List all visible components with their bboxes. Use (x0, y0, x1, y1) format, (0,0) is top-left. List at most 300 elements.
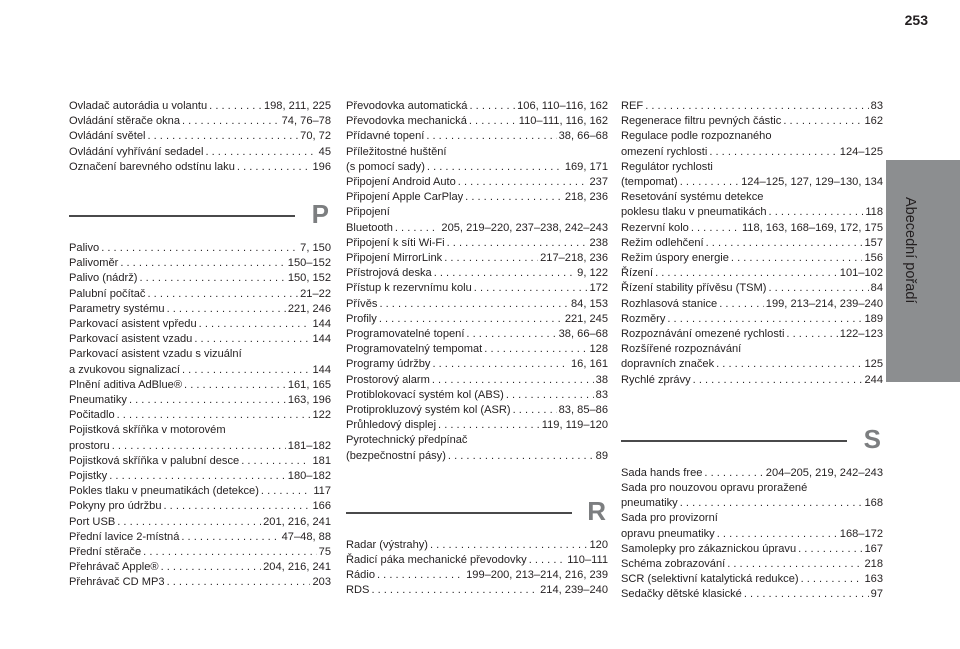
index-entry (346, 553, 608, 568)
letter-separator (69, 195, 331, 237)
dot-leader (469, 99, 515, 114)
entry-pages: 38, 66–68 (558, 130, 608, 143)
dot-leader (717, 527, 838, 542)
index-column-1 (69, 99, 331, 591)
dot-leader (395, 221, 440, 236)
dot-leader (209, 99, 262, 114)
entry-text: Pojistky (69, 470, 108, 483)
entry-line (346, 236, 608, 251)
index-entry (69, 241, 331, 256)
entry-pages: 204, 216, 241 (263, 561, 331, 574)
index-section (69, 195, 331, 591)
index-entry (346, 297, 608, 312)
entry-pages: 110–111 (567, 554, 608, 567)
entry-line (621, 251, 883, 266)
entry-line (621, 99, 883, 114)
entry-line (69, 160, 331, 175)
entry-pages: 181 (312, 454, 331, 467)
index-entry (621, 342, 883, 372)
entry-line (621, 205, 883, 220)
index-entry (621, 251, 883, 266)
dot-leader (147, 129, 298, 144)
entry-line (69, 530, 331, 545)
entry-text: Řadicí páka mechanické převodovky (346, 554, 527, 567)
entry-pages: 218 (864, 558, 883, 571)
index-entry (621, 572, 883, 587)
entry-pages: 237 (589, 176, 608, 189)
index-column-2 (346, 99, 608, 599)
entry-text: Přídavné topení (346, 130, 425, 143)
entry-line (69, 560, 331, 575)
entry-text: Rychlé zprávy (621, 373, 691, 386)
entry-line (69, 287, 331, 302)
entry-line (621, 327, 883, 342)
index-section (621, 420, 883, 603)
entry-line (346, 251, 608, 266)
index-entry (346, 418, 608, 433)
dot-leader (143, 545, 317, 560)
entry-pages: 7, 150 (300, 242, 331, 255)
index-entry (69, 160, 331, 175)
dot-leader (182, 363, 310, 378)
entry-pages: 128 (589, 343, 608, 356)
entry-text: Režim odlehčení (621, 236, 704, 249)
entry-pages: 201, 216, 241 (263, 515, 331, 528)
dot-leader (798, 542, 862, 557)
entry-text: SCR (selektivní katalytická redukce) (621, 573, 799, 586)
dot-leader (706, 236, 863, 251)
index-entry (621, 312, 883, 327)
entry-line (621, 587, 883, 602)
entry-pages: 162 (864, 115, 883, 128)
entry-text: Parkovací asistent vzadu (69, 333, 193, 346)
entry-text: Připojení MirrorLink (346, 252, 443, 265)
entry-text: Protiblokovací systém kol (ABS) (346, 388, 504, 401)
index-entry (346, 327, 608, 342)
entry-line (346, 221, 608, 236)
index-entry (69, 317, 331, 332)
entry-line (621, 527, 883, 542)
entry-text: a zvukovou signalizací (69, 363, 180, 376)
entry-line (69, 114, 331, 129)
index-entry (69, 560, 331, 575)
entry-pages: 172 (589, 282, 608, 295)
index-entry (346, 357, 608, 372)
entry-line (69, 469, 331, 484)
entry-pages: 83 (870, 100, 883, 112)
entry-pages: 74, 76–78 (281, 115, 331, 128)
entry-line (346, 266, 608, 281)
entry-line (69, 393, 331, 408)
dot-leader (139, 271, 285, 286)
entry-pages: 75 (318, 546, 331, 559)
entry-heading-line: Regulátor rychlosti (621, 160, 713, 173)
dot-leader (129, 393, 286, 408)
entry-pages: 156 (864, 252, 883, 265)
index-column-3 (621, 99, 883, 603)
entry-line (69, 545, 331, 560)
dot-leader (709, 145, 837, 160)
entry-text: Ovládání stěrače okna (69, 115, 181, 128)
entry-line (621, 312, 883, 327)
entry-line (621, 175, 883, 190)
entry-text: Palivo (nádrž) (69, 272, 138, 285)
entry-line (69, 302, 331, 317)
entry-pages: 157 (864, 236, 883, 249)
entry-text: Protiprokluzový systém kol (ASR) (346, 404, 511, 417)
entry-pages: 198, 211, 225 (263, 100, 331, 112)
entry-pages: 218, 236 (564, 191, 608, 204)
entry-line (346, 373, 608, 388)
separator-rule (69, 215, 295, 217)
entry-line (69, 332, 331, 347)
entry-text: Rádio (346, 569, 375, 582)
entry-line (346, 160, 608, 175)
entry-line (346, 449, 608, 464)
letter-separator (346, 492, 608, 534)
entry-text: Sedačky dětské klasické (621, 588, 742, 601)
entry-text: Řízení stability přívěsu (TSM) (621, 282, 767, 295)
entry-pages: 120 (589, 538, 608, 551)
entry-text: Programy údržby (346, 358, 431, 371)
entry-text: Samolepky pro zákaznickou úpravu (621, 542, 797, 555)
entry-line (69, 378, 331, 393)
entry-text: RDS (346, 584, 370, 597)
index-entry (346, 433, 608, 463)
index-entry (69, 423, 331, 453)
dot-leader (444, 251, 538, 266)
entry-pages: 196 (312, 160, 331, 173)
dot-leader (719, 297, 764, 312)
entry-pages: 144 (312, 333, 331, 346)
entry-pages: 118 (865, 206, 883, 219)
entry-pages: 84 (870, 282, 883, 295)
index-section (621, 99, 883, 388)
entry-text: Profily (346, 312, 377, 325)
entry-line (621, 281, 883, 296)
entry-pages: 189 (864, 312, 883, 325)
index-entry (621, 327, 883, 342)
dot-leader (120, 256, 285, 271)
index-entry (69, 256, 331, 271)
entry-line (346, 568, 608, 583)
entry-pages: 169, 171 (564, 160, 608, 173)
index-entry (69, 129, 331, 144)
entry-pages: 221, 246 (287, 302, 331, 315)
entry-line (621, 221, 883, 236)
entry-text: Pokles tlaku v pneumatikách (detekce) (69, 485, 259, 498)
entry-heading-line: Příležitostné huštění (346, 145, 447, 158)
entry-line (346, 403, 608, 418)
entry-line (621, 297, 883, 312)
dot-leader (731, 251, 863, 266)
dot-leader (194, 332, 310, 347)
entry-line (346, 312, 608, 327)
entry-pages: 119, 119–120 (541, 419, 608, 432)
separator-rule (621, 440, 847, 442)
section-letter: S (863, 423, 881, 454)
entry-text: Palivo (69, 242, 100, 255)
dot-leader (241, 454, 310, 469)
entry-line (621, 145, 883, 160)
side-tab-label: Abecední pořadí (902, 196, 918, 304)
entry-pages: 89 (595, 449, 608, 462)
entry-pages: 117 (313, 485, 331, 498)
dot-leader (430, 538, 587, 553)
entry-line (346, 342, 608, 357)
dot-leader (769, 205, 864, 220)
index-entry (346, 583, 608, 598)
entry-text: dopravních značek (621, 358, 715, 371)
index-entry (346, 190, 608, 205)
dot-leader (786, 327, 837, 342)
index-entry (621, 221, 883, 236)
dot-leader (199, 317, 311, 332)
index-entry (69, 378, 331, 393)
entry-text: (s pomocí sady) (346, 160, 425, 173)
entry-text: Rozpoznávání omezené rychlosti (621, 328, 785, 341)
entry-line (621, 572, 883, 587)
entry-line (69, 363, 331, 378)
entry-text: pneumatiky (621, 497, 678, 510)
entry-line (621, 373, 883, 388)
entry-line (69, 499, 331, 514)
entry-text: (tempomat) (621, 176, 678, 189)
entry-text: Programovatelné topení (346, 328, 465, 341)
dot-leader (484, 342, 587, 357)
entry-text: Přehrávač CD MP3 (69, 576, 165, 589)
entry-pages: 122–123 (839, 328, 883, 341)
dot-leader (801, 572, 863, 587)
dot-leader (427, 160, 563, 175)
dot-leader (181, 530, 279, 545)
dot-leader (432, 357, 569, 372)
entry-line (69, 454, 331, 469)
entry-pages: 167 (864, 542, 883, 555)
entry-line (346, 418, 608, 433)
entry-heading-line: Sada pro nouzovou opravu proražené (621, 482, 808, 495)
index-entry (346, 342, 608, 357)
dot-leader (117, 408, 311, 423)
index-section (346, 99, 608, 464)
entry-heading-line: Pojistková skříňka v motorovém (69, 424, 226, 437)
entry-pages: 168 (864, 497, 883, 510)
index-entry (346, 114, 608, 129)
dot-leader (716, 357, 862, 372)
entry-pages: 144 (312, 363, 331, 376)
entry-text: Rezervní kolo (621, 221, 689, 234)
entry-line (346, 99, 608, 114)
separator-rule (346, 512, 572, 514)
dot-leader (645, 99, 868, 114)
entry-pages: 38, 66–68 (558, 328, 608, 341)
dot-leader (474, 281, 588, 296)
index-entry (69, 484, 331, 499)
index-entry (621, 281, 883, 296)
entry-pages: 47–48, 88 (281, 530, 331, 543)
dot-leader (377, 568, 464, 583)
entry-line (346, 281, 608, 296)
entry-pages: 163, 196 (287, 394, 331, 407)
entry-pages: 110–111, 116, 162 (518, 115, 608, 128)
dot-leader (469, 114, 517, 129)
entry-line (346, 297, 608, 312)
dot-leader (465, 190, 563, 205)
entry-pages: 101–102 (839, 267, 883, 280)
index-entry (621, 114, 883, 129)
letter-separator (621, 420, 883, 462)
entry-line (69, 241, 331, 256)
dot-leader (184, 378, 286, 393)
entry-pages: 221, 245 (564, 312, 608, 325)
dot-leader (101, 241, 298, 256)
dot-leader (655, 266, 838, 281)
entry-heading-line: Rozšířené rozpoznávání (621, 343, 742, 356)
index-entry (69, 287, 331, 302)
entry-pages: 124–125, 127, 129–130, 134 (741, 176, 883, 189)
dot-leader (458, 175, 588, 190)
dot-leader (783, 114, 862, 129)
index-entry (346, 236, 608, 251)
entry-line (69, 256, 331, 271)
entry-line (346, 190, 608, 205)
entry-line (346, 327, 608, 342)
entry-text: Rozhlasová stanice (621, 297, 718, 310)
entry-line (621, 542, 883, 557)
entry-line (69, 145, 331, 160)
entry-text: Průhledový displej (346, 419, 437, 432)
entry-pages: 204–205, 219, 242–243 (765, 466, 883, 479)
entry-line (346, 388, 608, 403)
entry-pages: 199, 213–214, 239–240 (765, 297, 883, 310)
entry-pages: 238 (589, 236, 608, 249)
entry-text: prostoru (69, 439, 110, 452)
entry-pages: 16, 161 (570, 358, 608, 371)
index-entry (346, 175, 608, 190)
entry-heading-line: Parkovací asistent vzadu s vizuální (69, 348, 242, 361)
entry-text: Přístup k rezervnímu kolu (346, 282, 472, 295)
entry-pages: 124–125 (839, 145, 883, 158)
index-entry (621, 587, 883, 602)
entry-line (69, 99, 331, 114)
dot-leader (205, 145, 316, 160)
entry-pages: 150, 152 (287, 272, 331, 285)
index-entry (621, 190, 883, 220)
entry-text: Připojení Android Auto (346, 176, 456, 189)
entry-text: Označení barevného odstínu laku (69, 160, 235, 173)
entry-text: Bluetooth (346, 221, 393, 234)
index-entry (69, 99, 331, 114)
entry-text: Přední lavice 2-místná (69, 530, 180, 543)
entry-line (69, 129, 331, 144)
entry-pages: 163 (864, 573, 883, 586)
entry-text: Plnění aditiva AdBlue® (69, 378, 183, 391)
dot-leader (167, 302, 286, 317)
dot-leader (727, 557, 862, 572)
entry-line (69, 271, 331, 286)
index-entry (346, 388, 608, 403)
entry-text: Připojení k síti Wi-Fi (346, 236, 445, 249)
entry-heading-line: Regulace podle rozpoznaného (621, 130, 772, 143)
entry-pages: 180–182 (287, 470, 331, 483)
index-entry (621, 160, 883, 190)
dot-leader (466, 327, 556, 342)
dot-leader (117, 515, 261, 530)
index-entry (621, 236, 883, 251)
entry-text: Parkovací asistent vpředu (69, 318, 197, 331)
entry-line (69, 408, 331, 423)
entry-line (346, 553, 608, 568)
index-entry (69, 302, 331, 317)
dot-leader (744, 587, 869, 602)
entry-pages: 199–200, 213–214, 216, 239 (466, 569, 608, 582)
entry-text: Řízení (621, 267, 654, 280)
entry-text: Prostorový alarm (346, 373, 430, 386)
entry-pages: 217–218, 236 (540, 252, 608, 265)
index-entry (346, 251, 608, 266)
dot-leader (161, 560, 262, 575)
index-entry (621, 542, 883, 557)
index-entry (621, 373, 883, 388)
entry-text: (bezpečnostní pásy) (346, 449, 446, 462)
index-entry (621, 481, 883, 511)
index-section (346, 492, 608, 599)
entry-heading-line: Pyrotechnický předpínač (346, 434, 468, 447)
entry-pages: 166 (312, 500, 331, 513)
entry-text: Pneumatiky (69, 394, 127, 407)
dot-leader (691, 221, 740, 236)
dot-leader (371, 583, 538, 598)
entry-text: Sada hands free (621, 466, 703, 479)
dot-leader (434, 266, 575, 281)
entry-text: Regenerace filtru pevných částic (621, 115, 782, 128)
entry-pages: 38 (595, 373, 608, 386)
entry-heading-line: Resetování systému detekce (621, 191, 764, 204)
entry-line (346, 538, 608, 553)
entry-pages: 214, 239–240 (540, 584, 608, 597)
entry-text: Převodovka automatická (346, 100, 468, 112)
entry-pages: 244 (864, 373, 883, 386)
entry-pages: 97 (870, 588, 883, 601)
index-entry (69, 408, 331, 423)
index-entry (621, 297, 883, 312)
entry-line (346, 114, 608, 129)
index-entry (69, 271, 331, 286)
entry-text: Převodovka mechanická (346, 115, 467, 128)
dot-leader (237, 160, 311, 175)
entry-text: Ovládání světel (69, 130, 146, 143)
entry-text: Počitadlo (69, 409, 115, 422)
entry-line (621, 114, 883, 129)
dot-leader (147, 287, 298, 302)
entry-text: Radar (výstrahy) (346, 538, 428, 551)
index-entry (346, 129, 608, 144)
dot-leader (529, 553, 566, 568)
entry-text: poklesu tlaku v pneumatikách (621, 206, 767, 219)
index-entry (69, 530, 331, 545)
dot-leader (447, 236, 588, 251)
entry-text: omezení rychlosti (621, 145, 708, 158)
index-entry (621, 129, 883, 159)
entry-line (621, 236, 883, 251)
page-number: 253 (904, 12, 928, 28)
entry-pages: 181–182 (287, 439, 331, 452)
dot-leader (167, 575, 311, 590)
dot-leader (506, 388, 594, 403)
entry-text: Parametry systému (69, 302, 165, 315)
dot-leader (164, 499, 311, 514)
dot-leader (667, 312, 862, 327)
